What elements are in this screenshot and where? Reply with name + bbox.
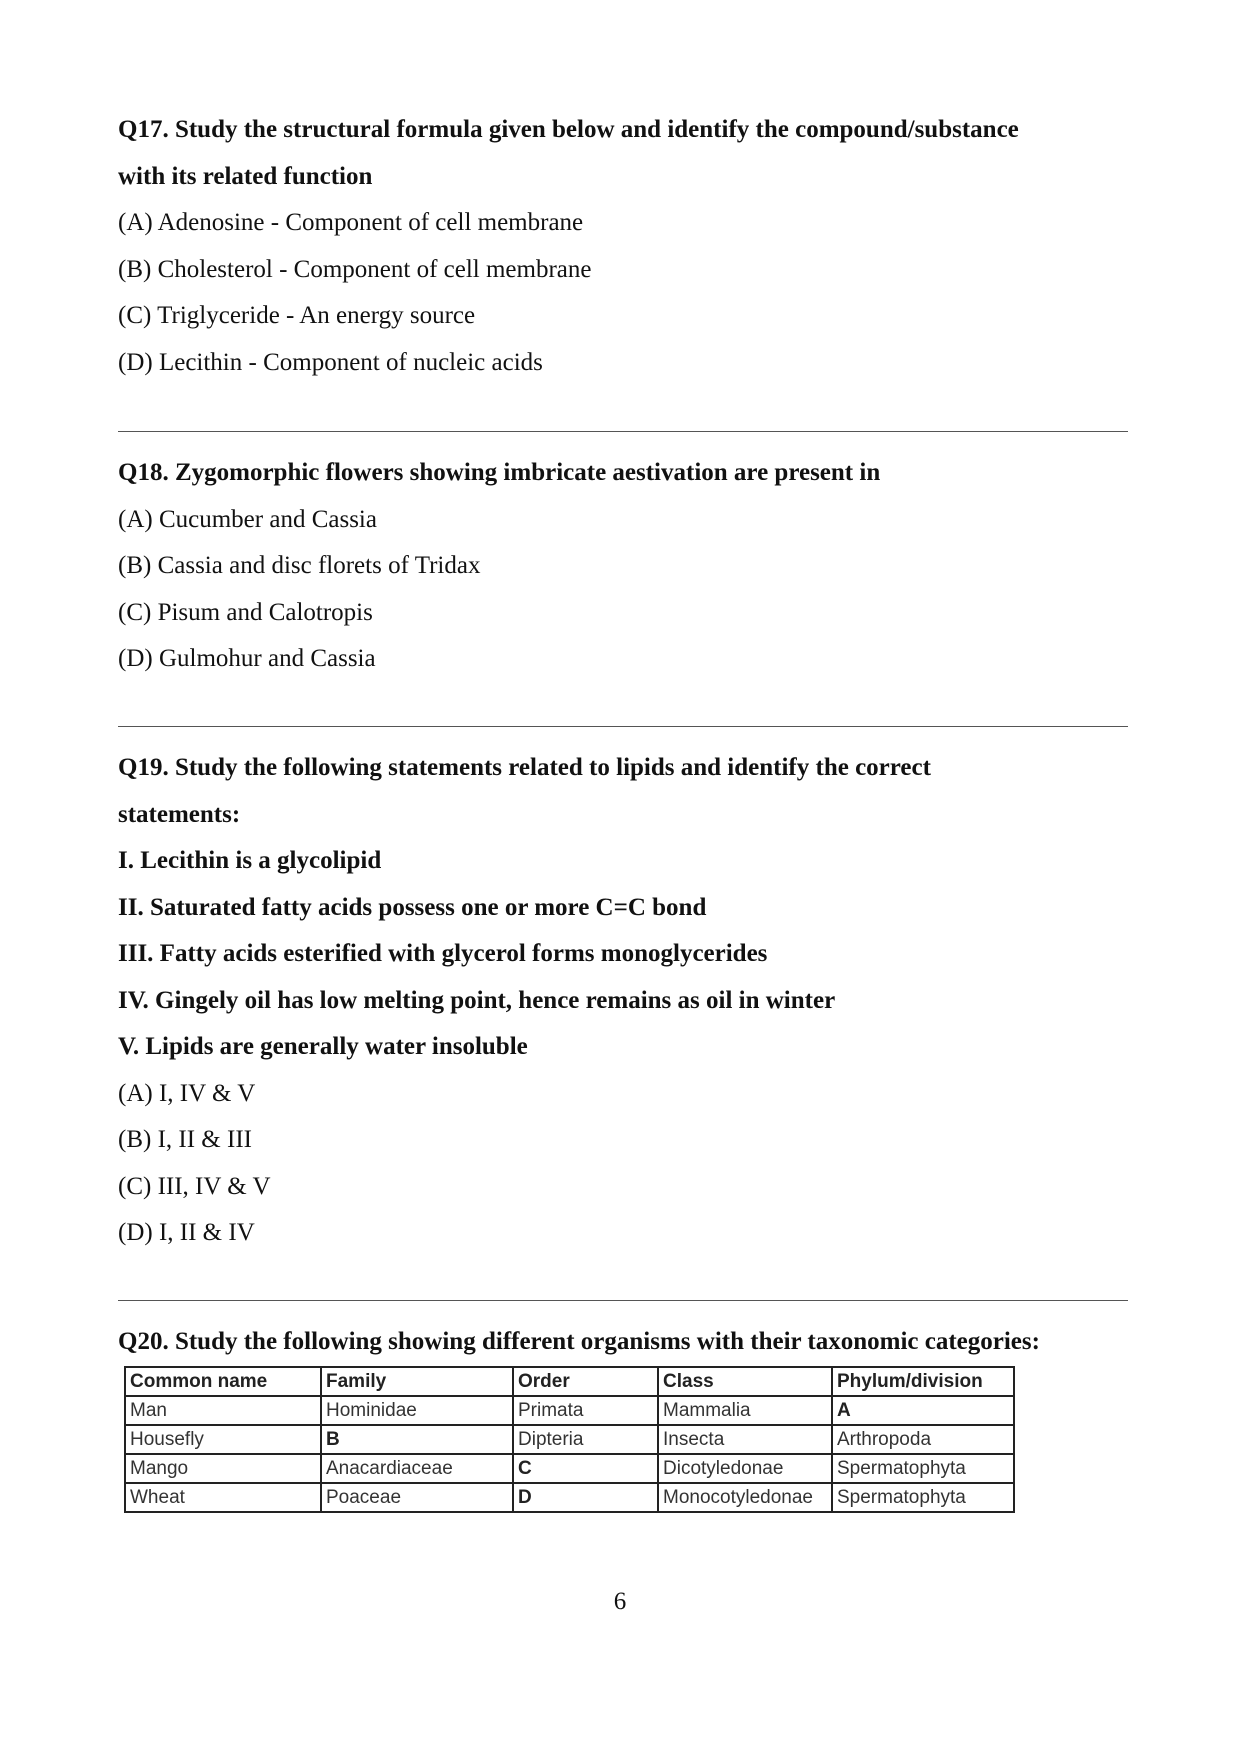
- option-c: (C) Pisum and Calotropis: [118, 598, 373, 626]
- table-cell: Mammalia: [658, 1396, 832, 1425]
- option-c: (C) III, IV & V: [118, 1172, 271, 1200]
- table-cell: Arthropoda: [832, 1425, 1014, 1454]
- header-phylum: Phylum/division: [832, 1367, 1014, 1396]
- option-b: (B) Cholesterol - Component of cell membrane: [118, 255, 592, 283]
- statement-4: IV. Gingely oil has low melting point, hence remains as oil in winter: [118, 986, 836, 1014]
- statement-5: V. Lipids are generally water insoluble: [118, 1033, 528, 1060]
- option-d: (D) I, II & IV: [118, 1219, 255, 1246]
- header-family: Family: [321, 1367, 513, 1396]
- option-c: (C) Triglyceride - An energy source: [118, 302, 476, 329]
- option-a: (A) Adenosine - Component of cell membrane: [118, 209, 584, 236]
- divider: [118, 431, 1128, 432]
- table-cell: Wheat: [125, 1483, 321, 1512]
- table-cell: Primata: [513, 1396, 658, 1425]
- header-common-name: Common name: [125, 1367, 321, 1396]
- statement-2: II. Saturated fatty acids possess one or more C=C bond: [118, 893, 707, 921]
- question-18: [118, 450, 1128, 683]
- option-d: (D) Lecithin - Component of nucleic acids: [118, 348, 543, 376]
- question-text: Q19. Study the following statements related to lipids and identify the correct: [118, 754, 931, 781]
- table-cell: B: [321, 1425, 513, 1454]
- question-text: Q20. Study the following showing different organisms with their taxonomic categories:: [118, 1328, 1040, 1355]
- question-20: [118, 1319, 1128, 1366]
- table-cell: Anacardiaceae: [321, 1454, 513, 1483]
- option-b: (B) I, II & III: [118, 1126, 252, 1153]
- question-text: statements:: [118, 800, 241, 828]
- question-text: Q18. Zygomorphic flowers showing imbricate aestivation are present in: [118, 459, 881, 486]
- table-cell: Poaceae: [321, 1483, 513, 1512]
- table-row: [125, 1425, 1014, 1454]
- question-19: [118, 745, 1128, 1257]
- option-b: (B) Cassia and disc florets of Tridax: [118, 552, 481, 579]
- statement-3: III. Fatty acids esterified with glycerol forms monoglycerides: [118, 940, 768, 967]
- option-d: (D) Gulmohur and Cassia: [118, 645, 376, 672]
- divider: [118, 1300, 1128, 1301]
- table-row: [125, 1396, 1014, 1425]
- header-class: Class: [658, 1367, 832, 1396]
- page-number: 6: [613, 1588, 627, 1615]
- question-text: Q17. Study the structural formula given below and identify the compound/substance: [118, 116, 1019, 143]
- header-order: Order: [513, 1367, 658, 1396]
- table-cell: Monocotyledonae: [658, 1483, 832, 1512]
- table-row: [125, 1483, 1014, 1512]
- table-cell: Dicotyledonae: [658, 1454, 832, 1483]
- table-cell: Hominidae: [321, 1396, 513, 1425]
- table-cell: C: [513, 1454, 658, 1483]
- taxonomy-table: [124, 1366, 1015, 1513]
- table-header-row: [125, 1367, 1014, 1396]
- table-cell: Spermatophyta: [832, 1483, 1014, 1512]
- table-cell: Dipteria: [513, 1425, 658, 1454]
- question-text: with its related function: [118, 162, 373, 190]
- table-row: [125, 1454, 1014, 1483]
- divider: [118, 726, 1128, 727]
- table-cell: Man: [125, 1396, 321, 1425]
- table-cell: Spermatophyta: [832, 1454, 1014, 1483]
- table-cell: Mango: [125, 1454, 321, 1483]
- table-cell: Housefly: [125, 1425, 321, 1454]
- option-a: (A) Cucumber and Cassia: [118, 505, 377, 533]
- question-17: [118, 107, 1128, 386]
- option-a: (A) I, IV & V: [118, 1079, 256, 1107]
- table-cell: A: [832, 1396, 1014, 1425]
- statement-1: I. Lecithin is a glycolipid: [118, 847, 382, 874]
- table-cell: Insecta: [658, 1425, 832, 1454]
- table-cell: D: [513, 1483, 658, 1512]
